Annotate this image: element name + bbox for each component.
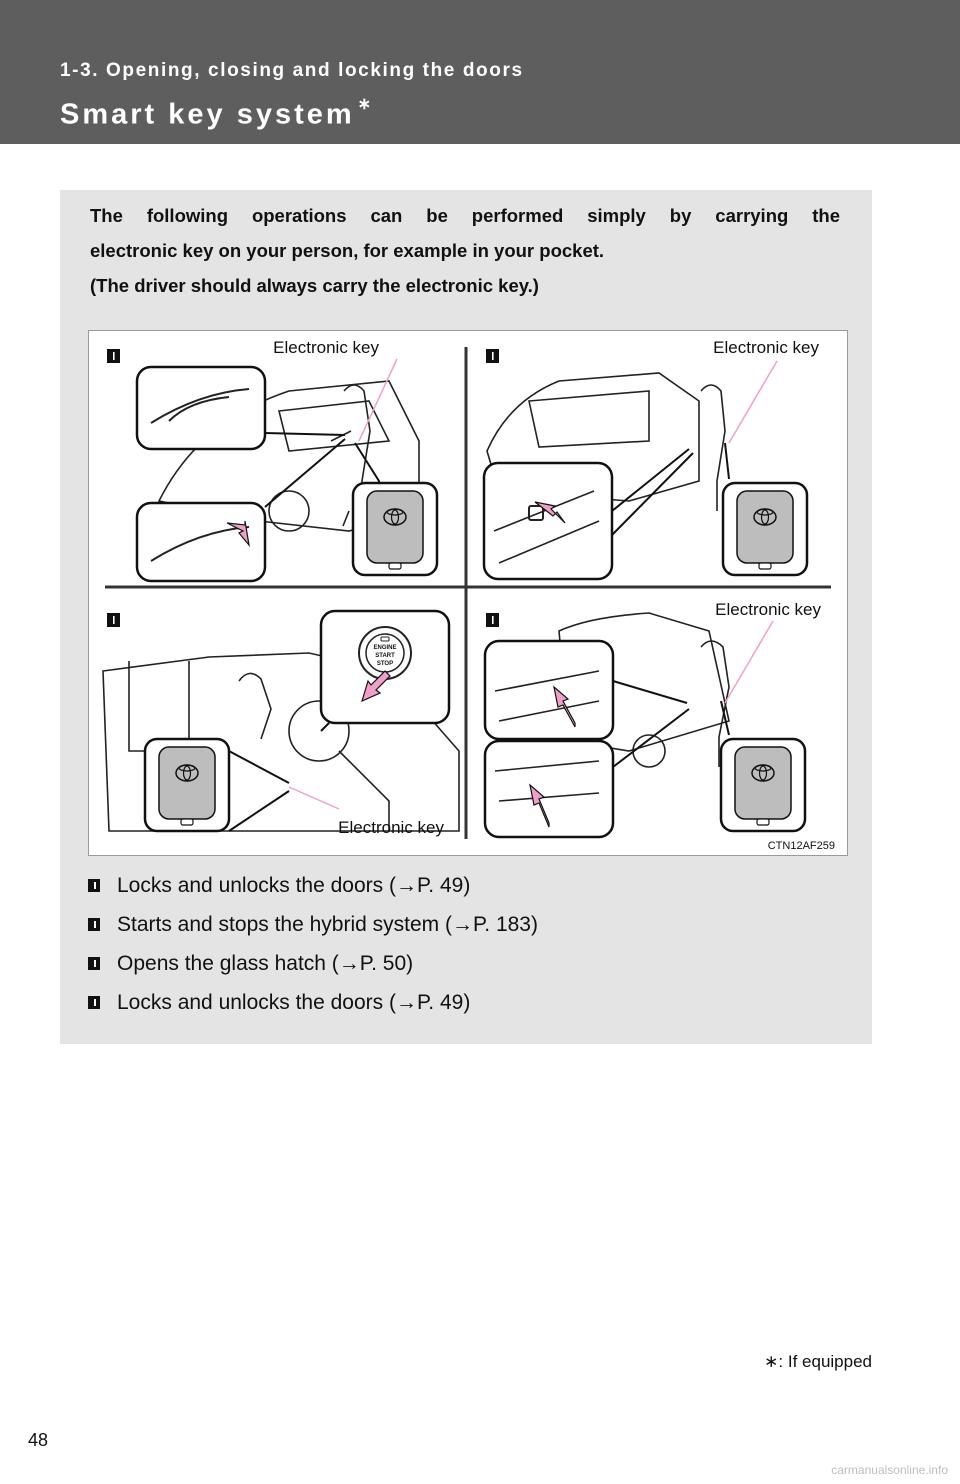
illustration-figure	[88, 330, 848, 856]
electronic-key-label: Electronic key	[715, 600, 821, 619]
list-number-4-icon	[88, 996, 100, 1009]
list-item	[88, 983, 848, 1022]
title-text: Smart key system	[60, 98, 355, 131]
arrow-icon: →	[396, 873, 417, 897]
page-title	[60, 98, 371, 132]
intro-line: electronic key on your person, for example in your pocket.	[90, 240, 605, 261]
arrow-icon: →	[451, 912, 473, 936]
intro-line: The following operations can be performed simply by carrying the	[90, 205, 840, 226]
list-number-2-icon	[88, 918, 100, 931]
handle-inset-top	[137, 367, 265, 449]
electronic-key-fob-icon	[353, 483, 437, 575]
marker-3-icon	[486, 349, 499, 363]
electronic-key-label: Electronic key	[713, 338, 819, 357]
list-item	[88, 866, 848, 905]
page-reference: P. 50)	[359, 951, 414, 975]
electronic-key-label: Electronic key	[338, 818, 444, 837]
intro-line: (The driver should always carry the electronic key.)	[90, 275, 539, 296]
footnote-text: : If equipped	[778, 1352, 872, 1371]
list-item-text: Opens the glass hatch (	[117, 951, 339, 975]
section-heading: 1-3. Opening, closing and locking the doors	[60, 60, 524, 81]
page-reference: P. 183)	[472, 912, 538, 936]
page-reference: P. 49)	[417, 873, 471, 897]
operations-list	[88, 866, 848, 1022]
electronic-key-label: Electronic key	[273, 338, 379, 357]
electronic-key-fob-icon	[145, 739, 229, 831]
asterisk-icon: ∗	[357, 96, 372, 113]
list-item	[88, 905, 848, 944]
watermark: carmanualsonline.info	[831, 1463, 948, 1477]
page-header	[0, 0, 960, 144]
illustration-svg	[89, 331, 847, 855]
figure-code: CTN12AF259	[767, 840, 835, 852]
marker-2-icon	[107, 613, 120, 627]
intro-text	[90, 198, 840, 303]
list-number-3-icon	[88, 957, 100, 970]
footnote	[764, 1352, 872, 1372]
list-item-text: Locks and unlocks the doors (	[117, 873, 396, 897]
page-number: 48	[28, 1430, 49, 1450]
start-button-text: START	[375, 653, 395, 659]
page-reference: P. 49)	[417, 990, 471, 1014]
electronic-key-fob-icon	[721, 739, 805, 831]
arrow-icon: →	[396, 990, 417, 1014]
list-number-1-icon	[88, 879, 100, 892]
start-button-text: ENGINE	[373, 645, 397, 651]
asterisk-icon: ∗	[764, 1352, 779, 1371]
marker-1-icon	[107, 349, 120, 363]
list-item	[88, 944, 848, 983]
list-item-text: Locks and unlocks the doors (	[117, 990, 396, 1014]
start-button-text: STOP	[376, 661, 394, 667]
list-item-text: Starts and stops the hybrid system (	[117, 912, 452, 936]
marker-4-icon	[486, 613, 499, 627]
arrow-icon: →	[338, 951, 360, 975]
electronic-key-fob-icon	[723, 483, 807, 575]
